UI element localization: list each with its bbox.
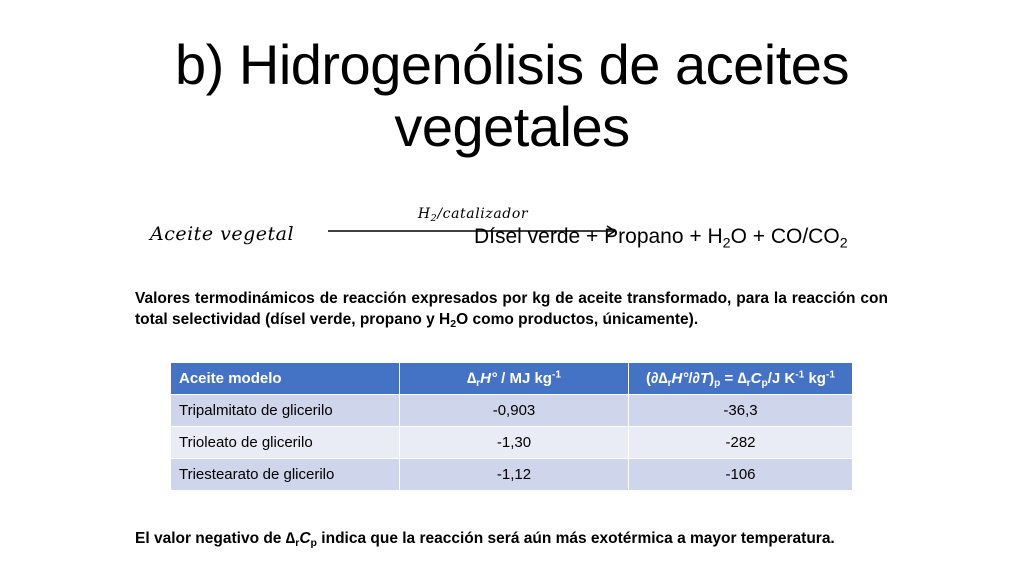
slide-title: b) Hidrogenólisis de aceites vegetales [175,33,849,158]
cell-enthalpy: -1,30 [400,427,629,459]
header-heat-capacity: $(\partial\Delta_rH^\circ/\partial T)_p = \Delta_rC_p/J$ $K^{-1}$ $kg^{-1}$ [629,363,853,395]
cell-oil: Trioleato de glicerilo [171,427,400,459]
conclusion-note: El valor negativo de $\Delta_rC_p$ indica que la reacción será aún más exotérmica a mayor temperatura. [135,530,835,550]
header-model-oil: Aceite modelo [171,363,400,395]
table-row [171,395,853,427]
reactant: Aceite vegetal [150,223,295,245]
reaction-equation [150,204,910,254]
cell-heat-capacity: -282 [629,427,853,459]
cell-oil: Tripalmitato de glicerilo [171,395,400,427]
cell-heat-capacity: -106 [629,459,853,491]
catalyst-label: $H_2$/catalizador [417,206,529,224]
cell-enthalpy: -1,12 [400,459,629,491]
description-text: Valores termodinámicos de reacción expresados por kg de aceite transformado, para la reacción con total selectividad (dísel verde, propano y $H_2O$ como productos, únicamente). [135,290,888,331]
table-row [171,459,853,491]
table-row [171,427,853,459]
cell-heat-capacity: -36,3 [629,395,853,427]
products: Dísel verde + Propano + $H_2O + CO/CO_2$ [474,225,848,252]
header-enthalpy: $\Delta_rH^\circ$ / MJ $kg^{-1}$ [400,363,629,395]
cell-oil: Triestearato de glicerilo [171,459,400,491]
table-header-row [171,363,853,395]
thermodynamic-table [170,362,853,491]
cell-enthalpy: -0,903 [400,395,629,427]
